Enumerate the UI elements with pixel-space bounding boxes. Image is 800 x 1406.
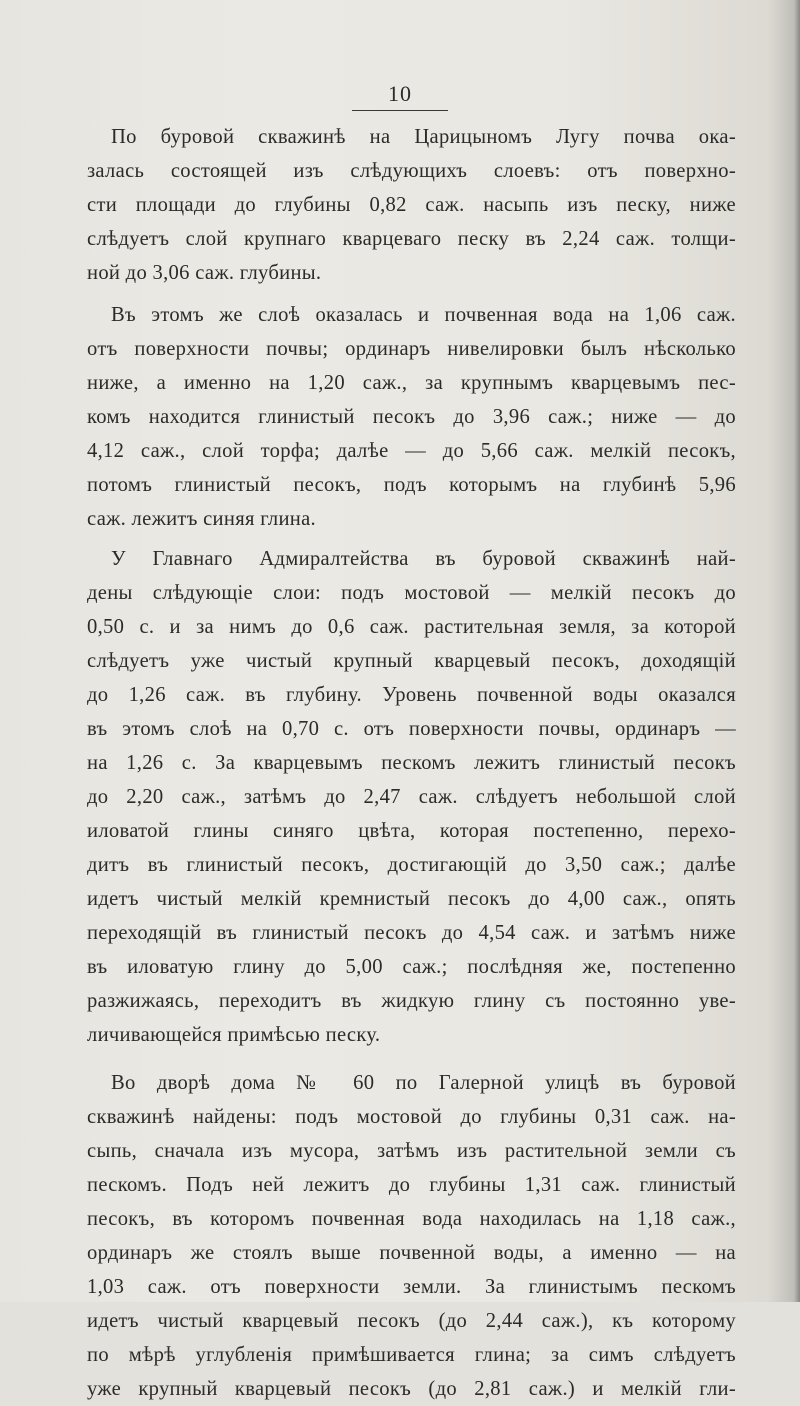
- text-line: уже крупный кварцевый песокъ (до 2,81 саж.) и мелкій гли-: [87, 1378, 736, 1400]
- text-line: саж. лежитъ синяя глина.: [87, 508, 317, 530]
- text-line: по мѣрѣ углубленія примѣшивается глина; за симъ слѣдуетъ: [87, 1344, 736, 1366]
- body-text: [87, 120, 736, 1406]
- text-line: ной до 3,06 саж. глубины.: [87, 262, 322, 284]
- page-number: 10: [388, 81, 412, 106]
- text-line: на 1,26 с. За кварцевымъ пескомъ лежитъ глинистый песокъ: [87, 752, 736, 774]
- text-line: ниже, а именно на 1,20 саж., за крупнымъ кварцевымъ пес-: [87, 372, 736, 394]
- text-line: отъ поверхности почвы; ординаръ нивелировки былъ нѣсколько: [87, 338, 736, 360]
- text-line: дитъ въ глинистый песокъ, достигающій до 3,50 саж.; далѣе: [87, 854, 736, 876]
- text-line: 4,12 саж., слой торфа; далѣе — до 5,66 саж. мелкій песокъ,: [87, 440, 736, 462]
- text-line: разжижаясь, переходитъ въ жидкую глину съ постоянно уве-: [87, 990, 736, 1012]
- text-line: въ этомъ слоѣ на 0,70 с. отъ поверхности почвы, ординаръ —: [87, 718, 736, 740]
- text-line: Въ этомъ же слоѣ оказалась и почвенная вода на 1,06 саж.: [111, 304, 736, 326]
- text-line: иловатой глины синяго цвѣта, которая постепенно, перехо-: [87, 820, 736, 842]
- paragraph-4: [87, 1066, 736, 1406]
- text-line: У Главнаго Адмиралтейства въ буровой скважинѣ най-: [111, 548, 736, 570]
- text-line: залась состоящей изъ слѣдующихъ слоевъ: отъ поверхно-: [87, 160, 736, 182]
- paragraph-2: [87, 298, 736, 536]
- text-line: идетъ чистый кварцевый песокъ (до 2,44 саж.), къ которому: [87, 1310, 736, 1332]
- text-line: до 2,20 саж., затѣмъ до 2,47 саж. слѣдуетъ небольшой слой: [87, 786, 736, 808]
- text-line: сыпь, сначала изъ мусора, затѣмъ изъ растительной земли съ: [87, 1140, 736, 1162]
- text-line: сти площади до глубины 0,82 саж. насыпь изъ песку, ниже: [87, 194, 736, 216]
- text-line: скважинѣ найдены: подъ мостовой до глубины 0,31 саж. на-: [87, 1106, 736, 1128]
- text-line: 1,03 саж. отъ поверхности земли. За глинистымъ пескомъ: [87, 1276, 736, 1298]
- text-line: пескомъ. Подъ ней лежитъ до глубины 1,31 саж. глинистый: [87, 1174, 736, 1196]
- text-line: до 1,26 саж. въ глубину. Уровень почвенной воды оказался: [87, 684, 736, 706]
- page-edge-shadow: [794, 0, 800, 1302]
- text-line: Во дворѣ дома № 60 по Галерной улицѣ въ буровой: [111, 1072, 736, 1094]
- text-line: ординаръ же стоялъ выше почвенной воды, а именно — на: [87, 1242, 736, 1264]
- paragraph-1: [87, 120, 736, 290]
- text-line: идетъ чистый мелкій кремнистый песокъ до 4,00 саж., опять: [87, 888, 736, 910]
- text-line: По буровой скважинѣ на Царицыномъ Лугу почва ока-: [111, 126, 736, 148]
- text-line: песокъ, въ которомъ почвенная вода находилась на 1,18 саж.,: [87, 1208, 736, 1230]
- text-line: комъ находится глинистый песокъ до 3,96 саж.; ниже — до: [87, 406, 736, 428]
- text-line: потомъ глинистый песокъ, подъ которымъ на глубинѣ 5,96: [87, 474, 736, 496]
- text-line: 0,50 с. и за нимъ до 0,6 саж. растительная земля, за которой: [87, 616, 736, 638]
- paragraph-3: [87, 542, 736, 1052]
- text-line: личивающейся примѣсью песку.: [87, 1024, 381, 1046]
- text-line: слѣдуетъ уже чистый крупный кварцевый песокъ, доходящій: [87, 650, 736, 672]
- text-line: въ иловатую глину до 5,00 саж.; послѣдняя же, постепенно: [87, 956, 736, 978]
- text-line: дены слѣдующіе слои: подъ мостовой — мелкій песокъ до: [87, 582, 736, 604]
- text-line: слѣдуетъ слой крупнаго кварцеваго песку въ 2,24 саж. толщи-: [87, 228, 736, 250]
- page-number-rule: [352, 110, 448, 111]
- text-line: переходящій въ глинистый песокъ до 4,54 саж. и затѣмъ ниже: [87, 922, 736, 944]
